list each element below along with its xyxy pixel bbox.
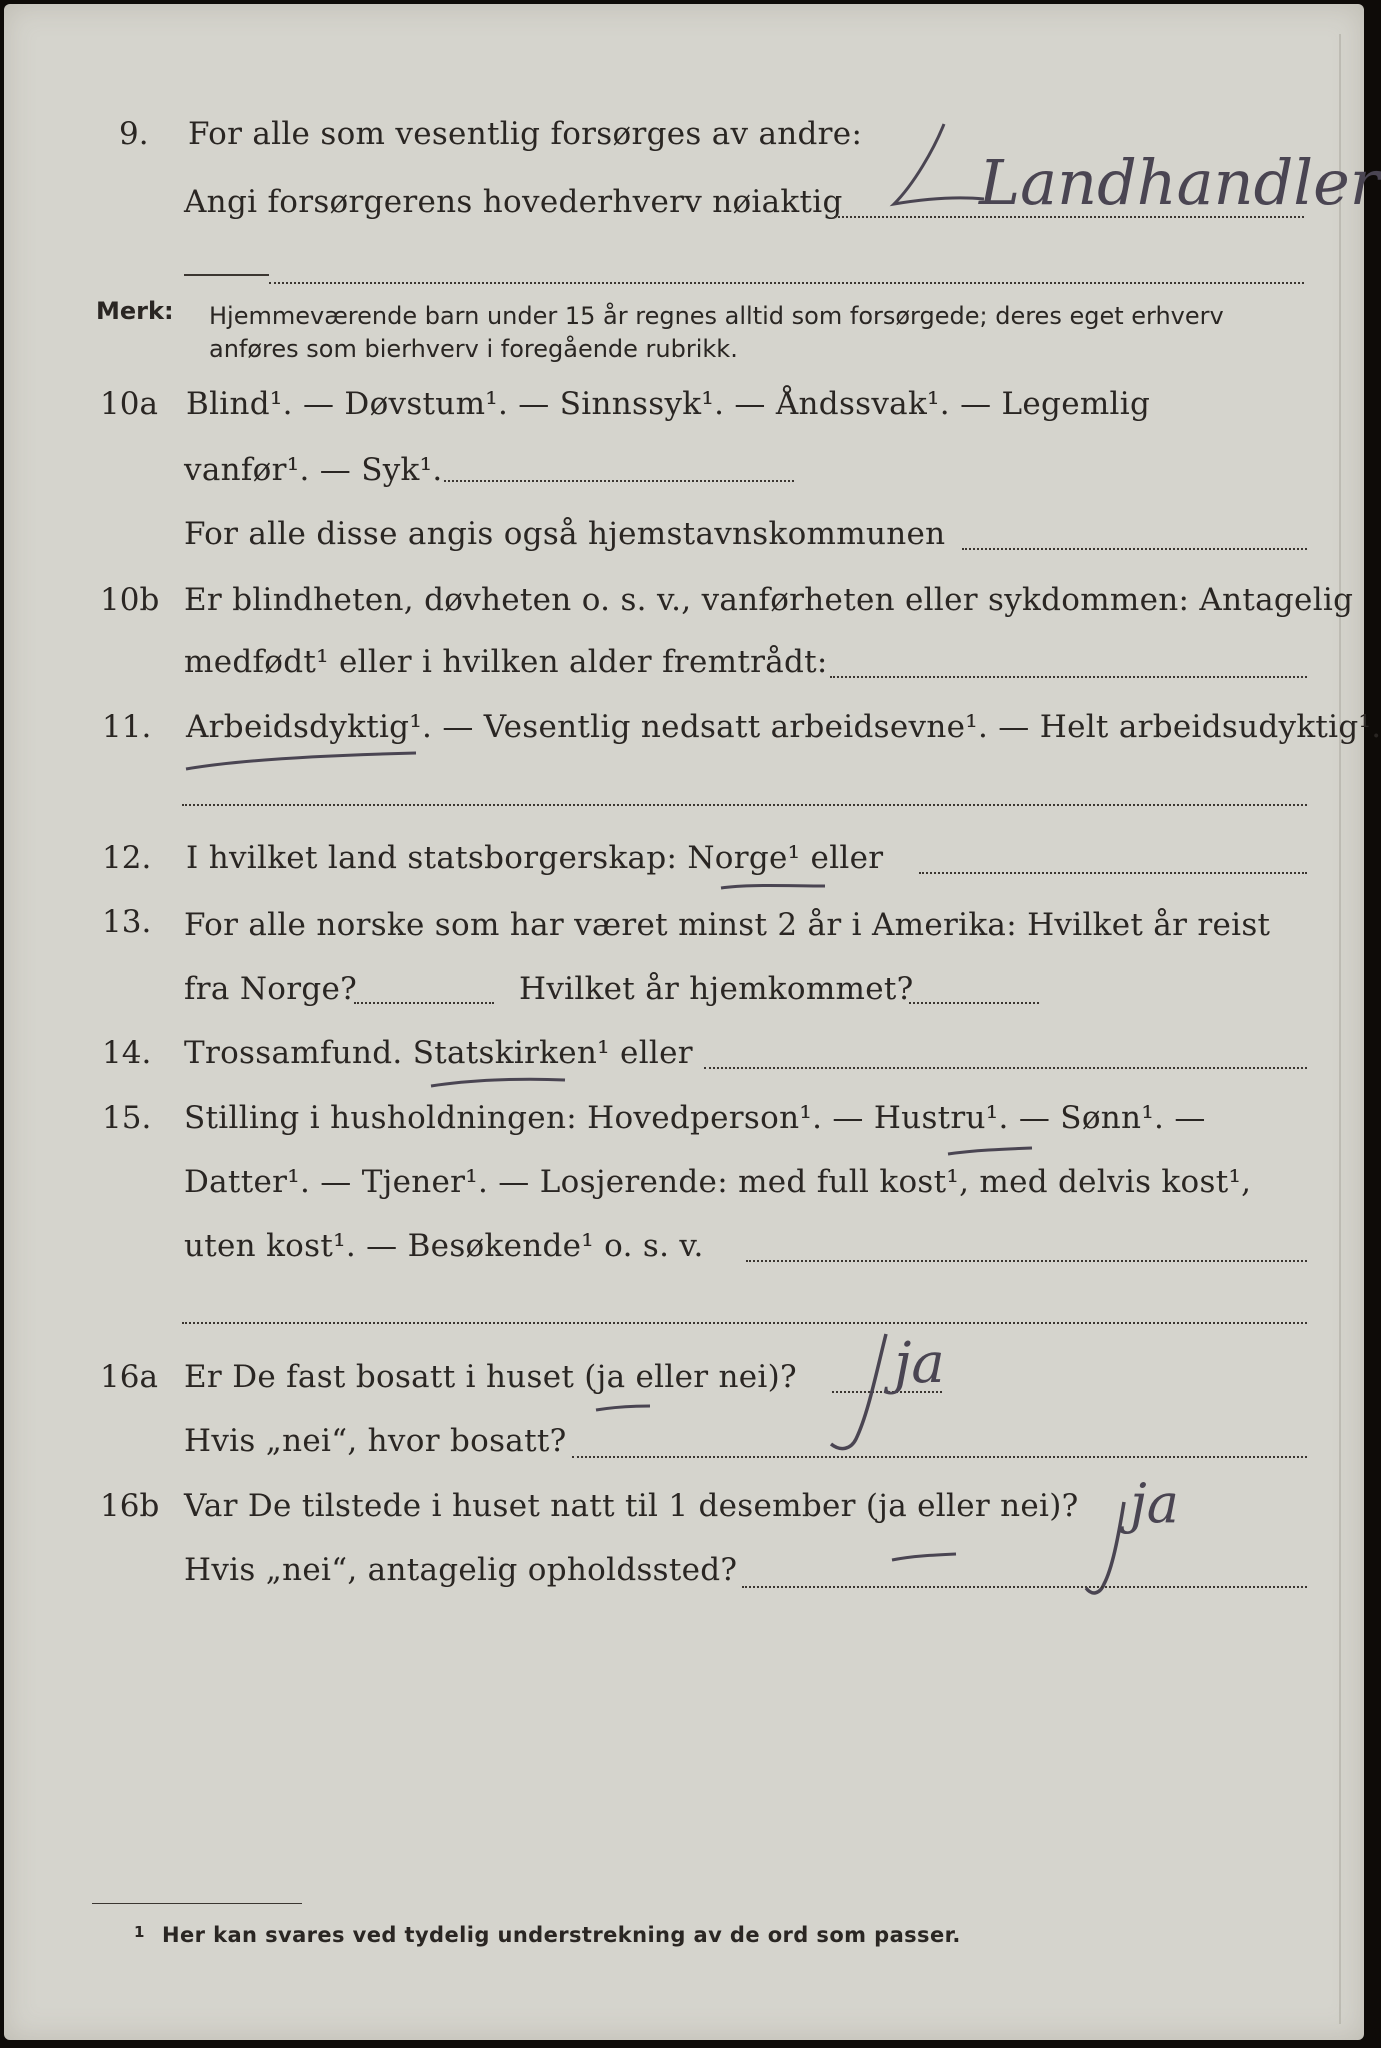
q15-line1: Stilling i husholdningen: Hovedperson¹. — Hustru¹. — Sønn¹. — xyxy=(184,1100,1206,1136)
merk-line2: anføres som bierhverv i foregående rubrikk. xyxy=(209,335,738,363)
q10a-line2: vanfør¹. — Syk¹. xyxy=(184,452,443,488)
q10b-line2: medfødt¹ eller i hvilken alder fremtrådt: xyxy=(184,644,828,680)
q16a-handwritten-answer xyxy=(816,1324,1016,1464)
q16a-number: 16a xyxy=(100,1359,158,1395)
q13-line2b: Hvilket år hjemkommet? xyxy=(519,971,914,1007)
footnote-mark: 1 xyxy=(134,1923,145,1941)
svg-text:ja: ja xyxy=(894,1331,945,1396)
q9-extra-line xyxy=(269,282,1304,284)
q10a-line1: Blind¹. — Døvstum¹. — Sinnssyk¹. — Åndssvak¹. — Legemlig xyxy=(186,386,1151,422)
q13-reist-line xyxy=(354,1002,494,1004)
q10b-line1: Er blindheten, døvheten o. s. v., vanførheten eller sykdommen: Antagelig xyxy=(184,582,1354,618)
q9-number: 9. xyxy=(119,116,149,152)
q16b-handwritten-dash xyxy=(890,1550,960,1566)
q16a-line1: Er De fast bosatt i huset (ja eller nei)? xyxy=(184,1359,797,1395)
fold-line xyxy=(1339,34,1341,2024)
q15-extra-line xyxy=(182,1322,1307,1324)
q12-answer-line xyxy=(919,872,1307,874)
q16b-opholdssted-line xyxy=(742,1586,1307,1588)
q14-line1: Trossamfund. Statskirken¹ eller xyxy=(184,1035,693,1071)
q9-line2: Angi forsørgerens hovederhverv nøiaktig xyxy=(184,184,843,220)
q15-line2: Datter¹. — Tjener¹. — Losjerende: med full kost¹, med delvis kost¹, xyxy=(184,1164,1252,1200)
q16a-line2: Hvis „nei“, hvor bosatt? xyxy=(184,1423,567,1459)
merk-label: Merk: xyxy=(96,297,174,325)
census-form-page xyxy=(4,4,1381,2040)
q10a-line3: For alle disse angis også hjemstavnskommunen xyxy=(184,516,946,552)
q10b-answer-line xyxy=(830,676,1307,678)
q16a-handwritten-underline xyxy=(594,1400,654,1420)
q14-number: 14. xyxy=(102,1035,152,1071)
q13-line1: For alle norske som har været minst 2 år i Amerika: Hvilket år reist xyxy=(184,907,1271,943)
q11-extra-line xyxy=(182,804,1307,806)
q10a-number: 10a xyxy=(100,386,158,422)
q9-short-rule xyxy=(184,274,269,276)
q9-line1: For alle som vesentlig forsørges av andre: xyxy=(188,116,863,152)
q15-number: 15. xyxy=(102,1100,152,1136)
q16b-line1: Var De tilstede i huset natt til 1 desember (ja eller nei)? xyxy=(184,1488,1079,1524)
q12-line1: I hvilket land statsborgerskap: Norge¹ eller xyxy=(186,840,884,876)
svg-text:Landhandler: Landhandler xyxy=(979,146,1380,219)
q15-answer-line xyxy=(746,1260,1307,1262)
q11-handwritten-underline xyxy=(184,749,424,779)
q13-line2a: fra Norge? xyxy=(184,971,358,1007)
footnote-text: Her kan svares ved tydelig understrekning av de ord som passer. xyxy=(162,1923,961,1947)
q14-answer-line xyxy=(704,1067,1307,1069)
q11-line1: Arbeidsdyktig¹. — Vesentlig nedsatt arbeidsevne¹. — Helt arbeidsudyktig¹. xyxy=(186,709,1381,745)
q11-number: 11. xyxy=(102,709,152,745)
svg-text:ja: ja xyxy=(1130,1472,1179,1535)
q15-handwritten-underline xyxy=(946,1144,1036,1164)
q13-hjemkommet-line xyxy=(909,1002,1039,1004)
q12-handwritten-underline xyxy=(719,880,829,900)
q10b-number: 10b xyxy=(100,582,160,618)
footnote-rule xyxy=(92,1903,302,1904)
q15-line3: uten kost¹. — Besøkende¹ o. s. v. xyxy=(184,1228,704,1264)
q10a-syk-line xyxy=(444,480,794,482)
q16b-line2: Hvis „nei“, antagelig opholdssted? xyxy=(184,1552,738,1588)
q14-handwritten-underline xyxy=(429,1074,569,1094)
q12-number: 12. xyxy=(102,840,152,876)
q9-handwritten-answer xyxy=(884,104,1380,224)
merk-line1: Hjemmeværende barn under 15 år regnes alltid som forsørgede; deres eget erhverv xyxy=(209,302,1224,330)
q13-number: 13. xyxy=(102,904,152,940)
q16b-number: 16b xyxy=(100,1488,160,1524)
q10a-kommune-line xyxy=(962,548,1307,550)
q16a-bosatt-line xyxy=(572,1456,1307,1458)
